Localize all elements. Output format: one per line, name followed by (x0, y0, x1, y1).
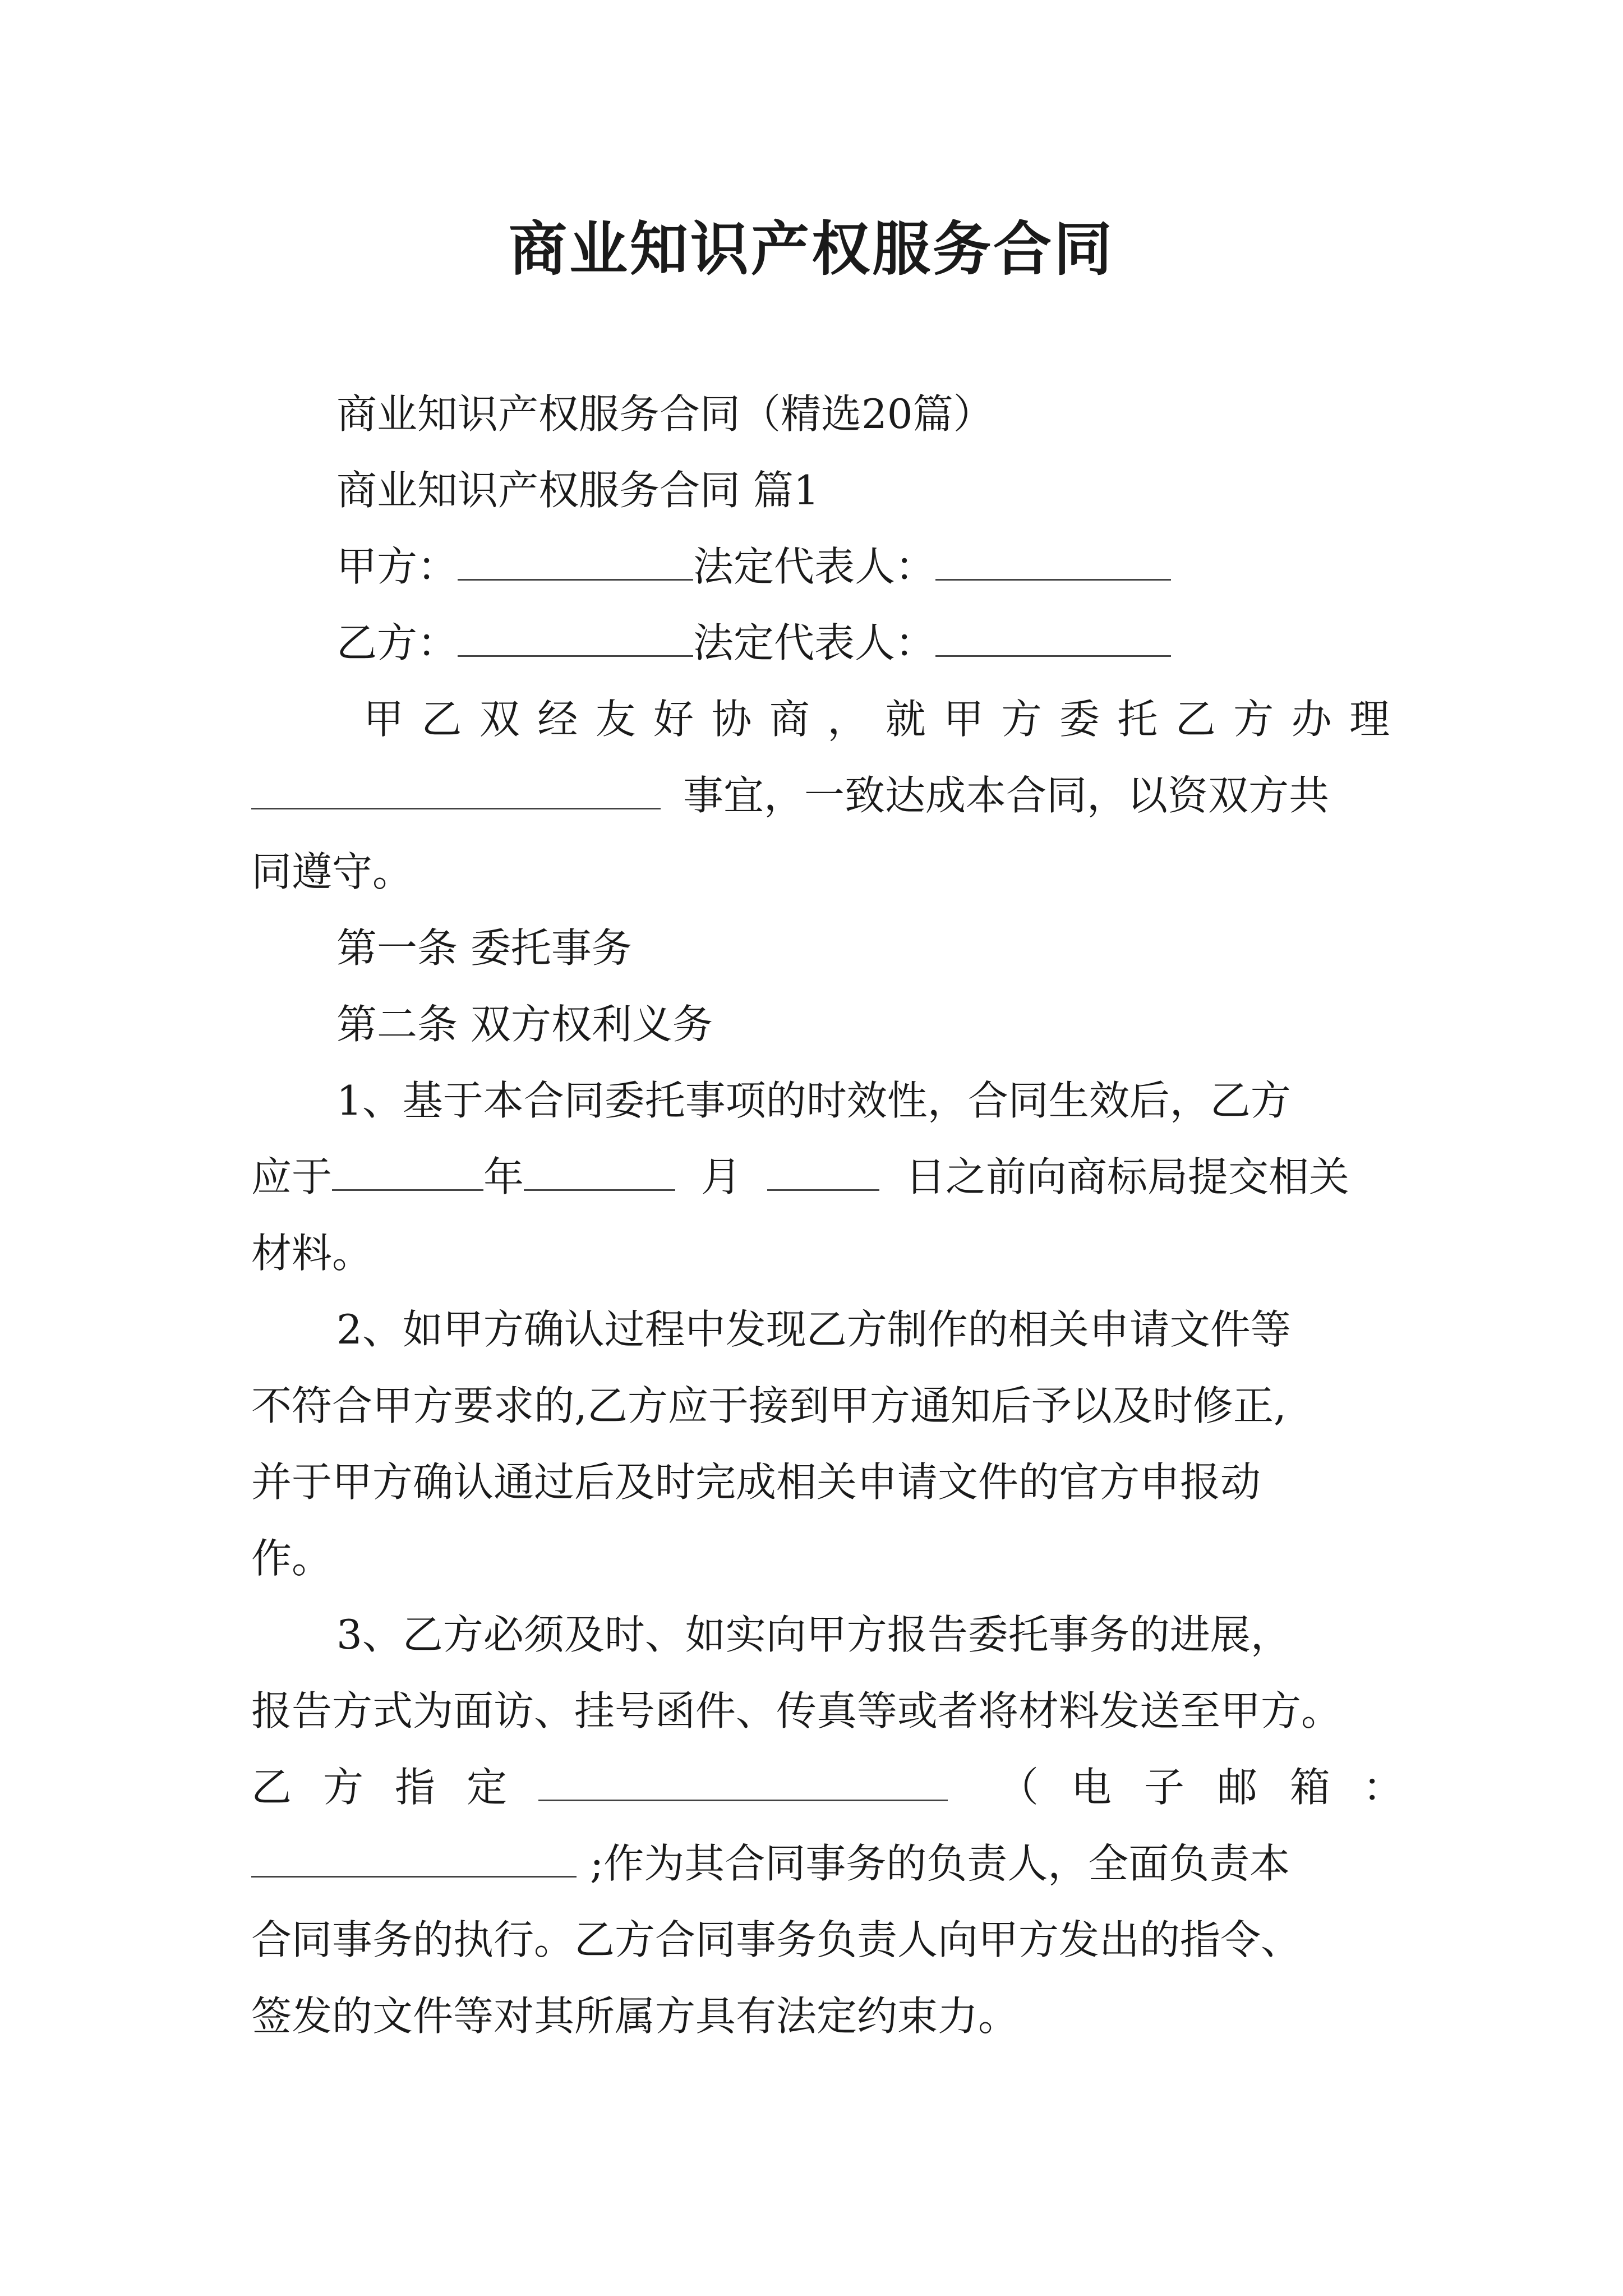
year-blank (332, 1151, 483, 1191)
party-a-line (251, 528, 1390, 605)
party-b-rep-blank (935, 617, 1171, 657)
month-blank (524, 1151, 675, 1191)
party-b-rep-label: 法定代表人： (693, 619, 936, 666)
designee-blank (538, 1761, 948, 1801)
chapter-heading: 商业知识产权服务合同 篇1 (336, 467, 819, 514)
clause-1-year-label: 年 (483, 1153, 524, 1200)
clause-1-line-2 (251, 1139, 1390, 1215)
party-b-label: 乙方： (336, 619, 458, 666)
intro-line-3: 同遵守。 (251, 848, 413, 895)
clause-3-line-6: 签发的文件等对其所属方具有法定约束力。 (251, 1993, 1019, 2040)
clause-2-line-4: 作。 (251, 1535, 333, 1582)
day-blank (767, 1151, 879, 1191)
clause-3-email-label: （电子邮箱： (998, 1764, 1436, 1811)
clause-1-month-label: 月 (701, 1153, 742, 1200)
party-b-blank (458, 617, 693, 657)
matter-blank (251, 770, 661, 809)
clause-1-text-d: 日之前向商标局提交相关 (905, 1153, 1350, 1200)
clause-2-line-2: 不符合甲方要求的,乙方应于接到甲方通知后予以及时修正, (251, 1382, 1287, 1429)
party-a-rep-label: 法定代表人： (693, 543, 936, 590)
email-blank (251, 1838, 577, 1878)
intro-line-1: 甲乙双经友好协商，就甲方委托乙方办理 (363, 696, 1390, 743)
clause-3-designate-label: 乙方指定 (251, 1764, 539, 1811)
article-1-heading: 第一条 委托事务 (336, 924, 632, 972)
intro-line-2-text: 事宜，一致达成本合同，以资双方共 (683, 772, 1330, 819)
clause-3-line-3 (251, 1749, 1436, 1825)
article-2-heading: 第二条 双方权利义务 (336, 1001, 713, 1048)
clause-3-line-5: 合同事务的执行。乙方合同事务负责人向甲方发出的指令、 (251, 1916, 1302, 1963)
party-a-rep-blank (935, 541, 1171, 581)
intro-line-2 (251, 757, 1390, 834)
document-body (251, 376, 1436, 2054)
subtitle: 商业知识产权服务合同（精选20篇） (336, 390, 994, 438)
clause-3-line-2: 报告方式为面访、挂号函件、传真等或者将材料发送至甲方。 (251, 1687, 1342, 1734)
clause-1-line-3: 材料。 (251, 1230, 373, 1277)
clause-1-line-1: 1、基于本合同委托事项的时效性，合同生效后，乙方 (336, 1077, 1291, 1124)
clause-2-line-1: 2、如甲方确认过程中发现乙方制作的相关申请文件等 (336, 1306, 1291, 1353)
clause-3-line-4 (251, 1825, 1390, 1902)
party-b-line (251, 605, 1390, 681)
clause-1-text-a: 应于 (251, 1153, 333, 1200)
party-a-label: 甲方： (336, 543, 458, 590)
document-title: 商业知识产权服务合同 (508, 214, 1114, 283)
clause-3-line-1: 3、乙方必须及时、如实向甲方报告委托事务的进展， (336, 1611, 1291, 1658)
clause-3-line-4-text: ;作为其合同事务的负责人，全面负责本 (590, 1840, 1290, 1887)
clause-2-line-3: 并于甲方确认通过后及时完成相关申请文件的官方申报动 (251, 1458, 1261, 1506)
party-a-blank (458, 541, 693, 581)
